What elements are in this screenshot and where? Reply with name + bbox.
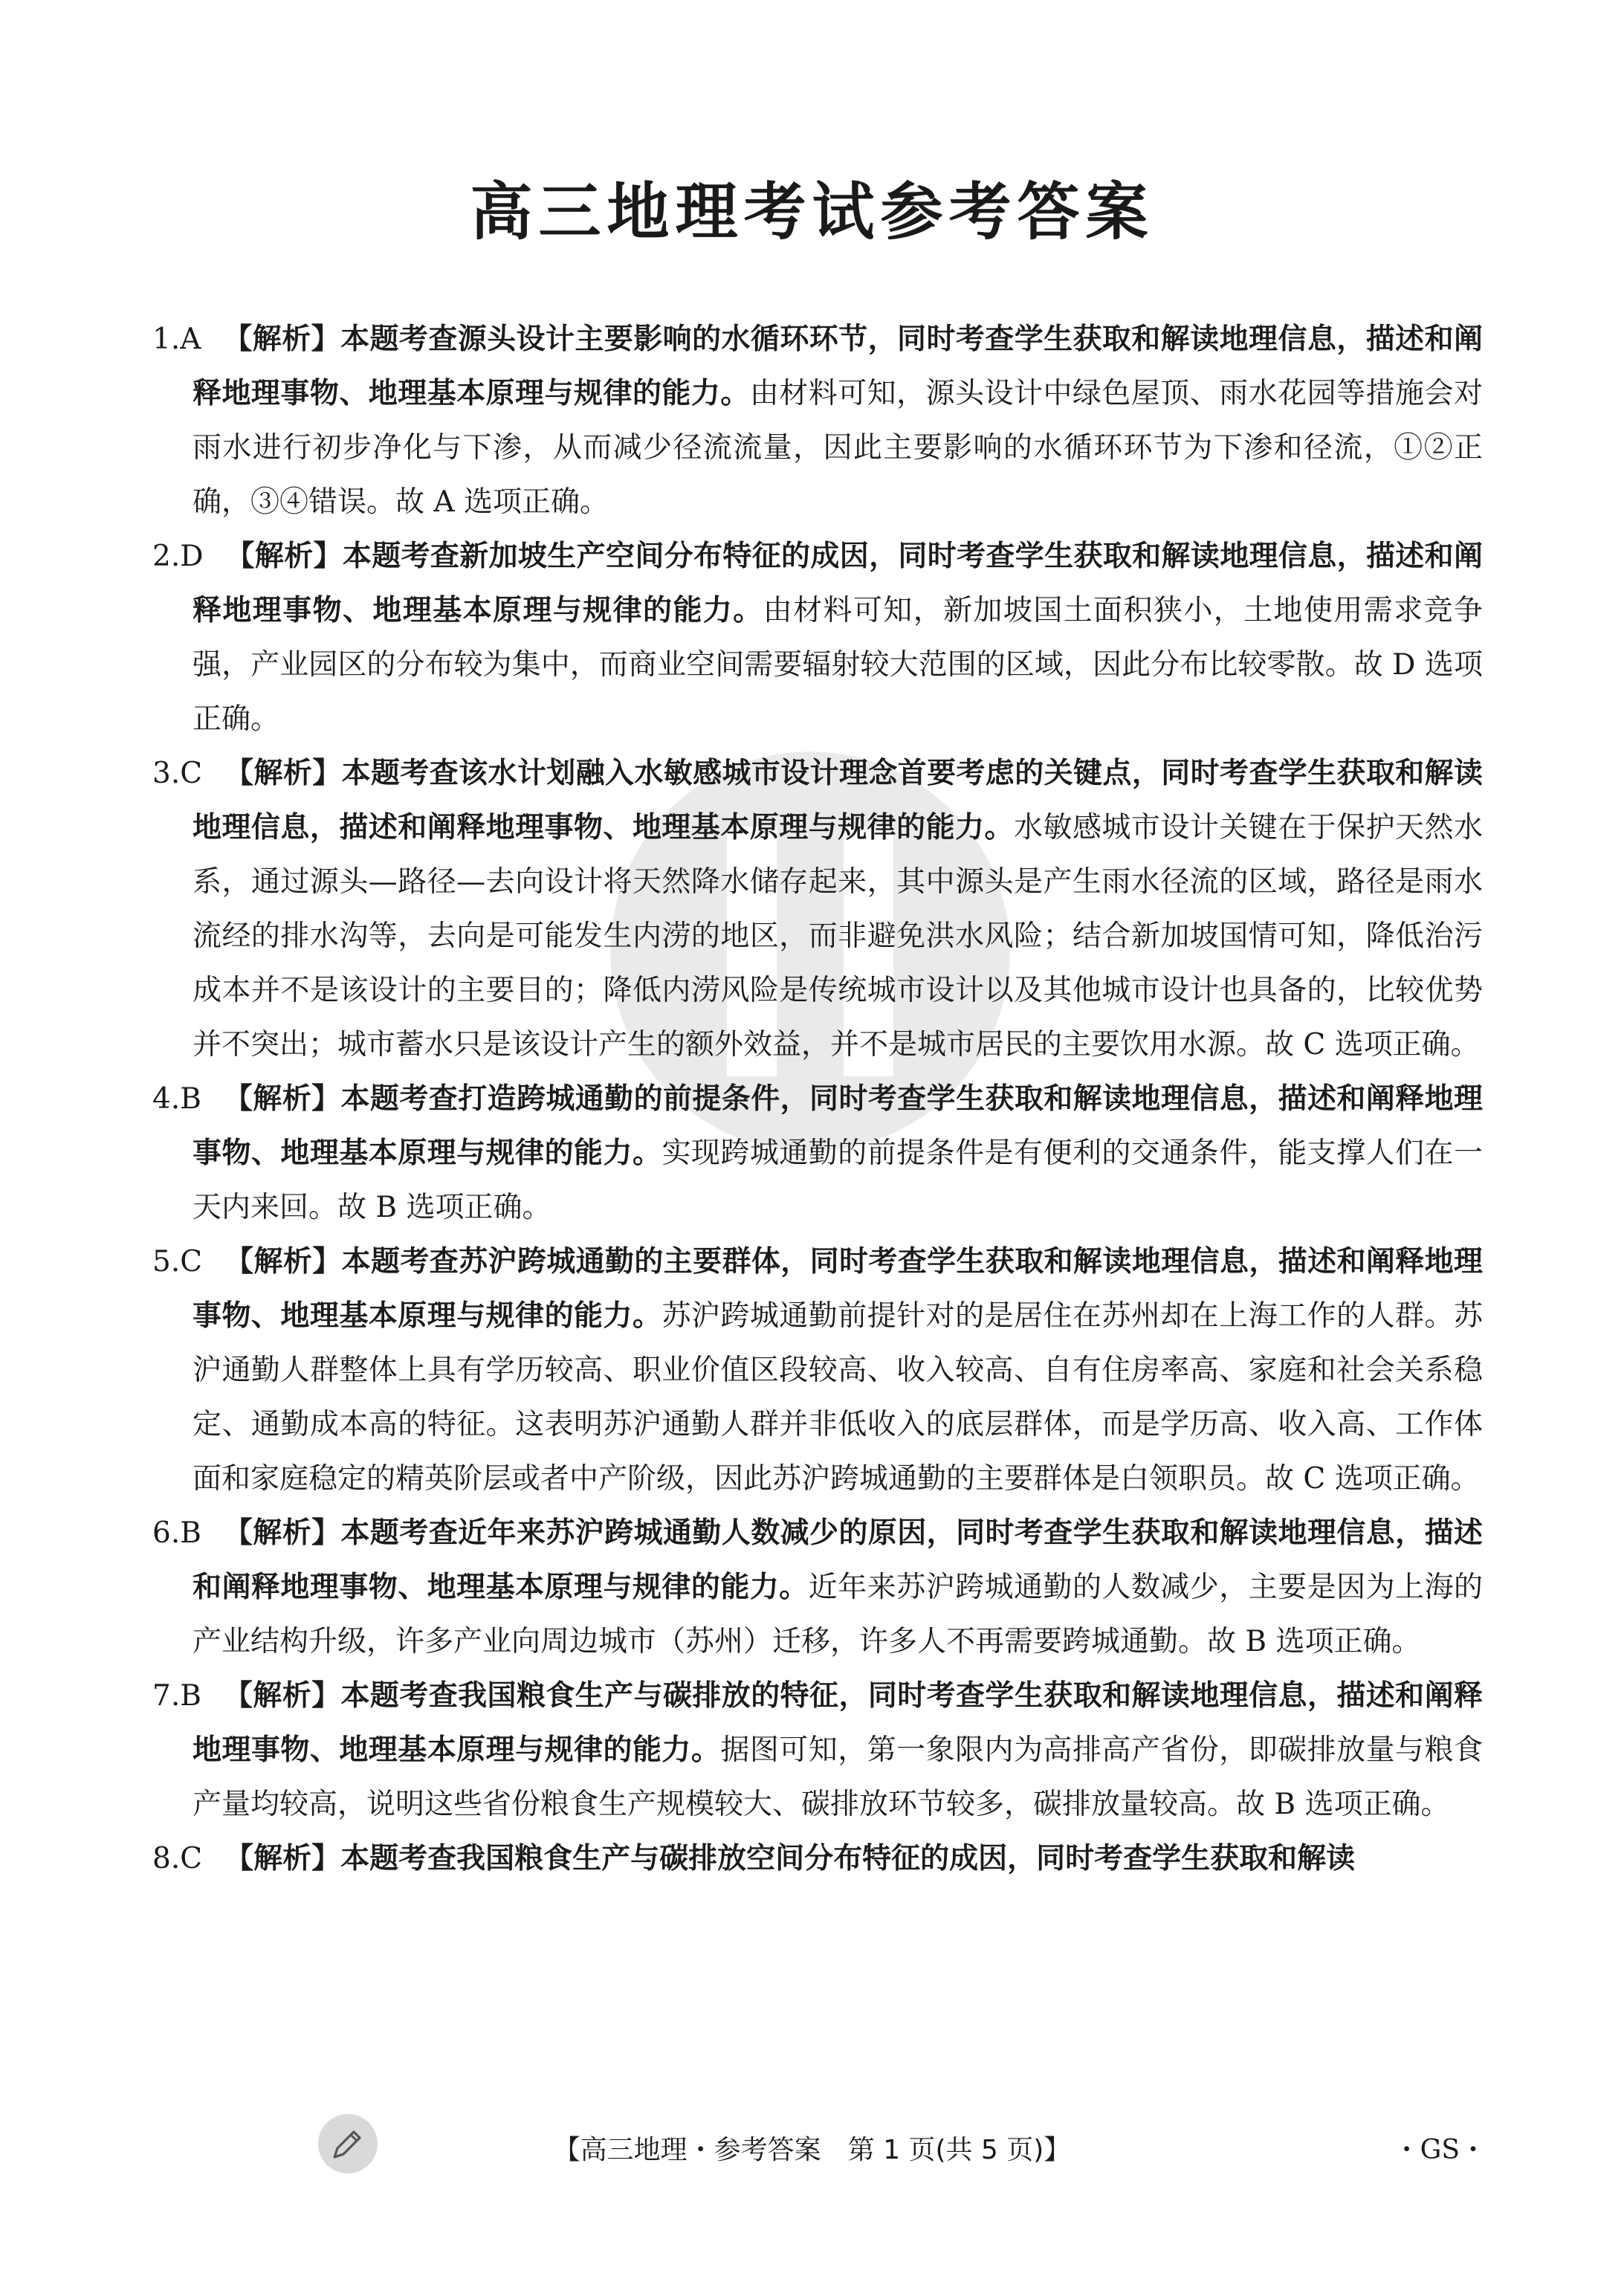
- answer-item-5: [152, 1235, 1483, 1506]
- answer-item-1: [152, 312, 1483, 529]
- item-analysis-body: 实现跨城通勤的前提条件是有便利的交通条件，能支撑人们在一天内来回。故 B 选项正确。: [193, 1137, 1483, 1224]
- item-analysis-lead: 【解析】本题考查该水计划融入水敏感城市设计理念首要考虑的关键点，同时考查学生获取和解读地理信息，描述和阐释地理事物、地理基本原理与规律的能力。: [193, 757, 1483, 844]
- item-number: 5.C: [152, 1245, 203, 1279]
- item-analysis-body: 由材料可知，源头设计中绿色屋顶、雨水花园等措施会对雨水进行初步净化与下渗，从而减少径流流量，因此主要影响的水循环环节为下渗和径流，①②正确，③④错误。故 A 选项正确。: [193, 377, 1483, 519]
- item-analysis-body: 由材料可知，新加坡国土面积狭小，土地使用需求竞争强，产业园区的分布较为集中，而商业空间需要辐射较大范围的区域，因此分布比较零散。故 D 选项正确。: [193, 594, 1483, 736]
- item-number: 4.B: [152, 1082, 201, 1116]
- item-analysis-lead: 【解析】本题考查我国粮食生产与碳排放空间分布特征的成因，同时考查学生获取和解读: [224, 1842, 1356, 1875]
- answer-item-7: [152, 1669, 1483, 1832]
- item-number: 6.B: [152, 1516, 201, 1550]
- footer-code: ・GS・: [1393, 2135, 1486, 2165]
- item-analysis-lead: 【解析】本题考查近年来苏沪跨城通勤人数减少的原因，同时考查学生获取和解读地理信息，描述和阐释地理事物、地理基本原理与规律的能力。: [193, 1516, 1483, 1604]
- footer-page-info: 【高三地理・参考答案 第 1 页(共 5 页)】: [553, 2135, 1071, 2165]
- item-analysis-body: 水敏感城市设计关键在于保护天然水系，通过源头—路径—去向设计将天然降水储存起来，其中源头是产生雨水径流的区域，路径是雨水流经的排水沟等，去向是可能发生内涝的地区，而非避免洪水风险；结合新加坡国情可知，降低治污成本并不是该设计的主要目的；降低内涝风险是传统城市设计以及其他城市设计也具备的，比较优势并不突出；城市蓄水只是该设计产生的额外效益，并不是城市居民的主要饮用水源。故 C 选项正确。: [193, 811, 1483, 1061]
- item-number: 7.B: [152, 1679, 201, 1713]
- page-title: 高三地理考试参考答案: [470, 175, 1154, 248]
- item-analysis-body: 据图可知，第一象限内为高排高产省份，即碳排放量与粮食产量均较高，说明这些省份粮食生产规模较大、碳排放环节较多，碳排放量较高。故 B 选项正确。: [193, 1733, 1483, 1821]
- item-analysis-lead: 【解析】本题考查源头设计主要影响的水循环环节，同时考查学生获取和解读地理信息，描述和阐释地理事物、地理基本原理与规律的能力。: [193, 323, 1483, 410]
- item-number: 1.A: [152, 323, 201, 356]
- item-analysis-lead: 【解析】本题考查新加坡生产空间分布特征的成因，同时考查学生获取和解读地理信息，描述和阐释地理事物、地理基本原理与规律的能力。: [193, 540, 1483, 627]
- item-analysis-lead: 【解析】本题考查我国粮食生产与碳排放的特征，同时考查学生获取和解读地理信息，描述和阐释地理事物、地理基本原理与规律的能力。: [193, 1679, 1483, 1767]
- item-analysis-lead: 【解析】本题考查打造跨城通勤的前提条件，同时考查学生获取和解读地理信息，描述和阐释地理事物、地理基本原理与规律的能力。: [193, 1082, 1483, 1170]
- answer-list: [152, 312, 1483, 1886]
- answer-item-4: [152, 1072, 1483, 1235]
- answer-item-3: [152, 746, 1483, 1072]
- item-number: 2.D: [152, 540, 204, 573]
- item-analysis-body: 苏沪跨城通勤前提针对的是居住在苏州却在上海工作的人群。苏沪通勤人群整体上具有学历较高、职业价值区段较高、收入较高、自有住房率高、家庭和社会关系稳定、通勤成本高的特征。这表明苏沪通勤人群并非低收入的底层群体，而是学历高、收入高、工作体面和家庭稳定的精英阶层或者中产阶级，因此苏沪跨城通勤的主要群体是白领职员。故 C 选项正确。: [193, 1299, 1483, 1496]
- page-footer: [0, 2124, 1624, 2169]
- item-number: 3.C: [152, 757, 203, 790]
- item-analysis-lead: 【解析】本题考查苏沪跨城通勤的主要群体，同时考查学生获取和解读地理信息，描述和阐释地理事物、地理基本原理与规律的能力。: [193, 1245, 1483, 1333]
- answer-item-2: [152, 529, 1483, 746]
- answer-item-8: [152, 1832, 1483, 1886]
- answer-item-6: [152, 1506, 1483, 1669]
- item-number: 8.C: [152, 1842, 203, 1875]
- item-analysis-body: 近年来苏沪跨城通勤的人数减少，主要是因为上海的产业结构升级，许多产业向周边城市（苏州）迁移，许多人不再需要跨城通勤。故 B 选项正确。: [193, 1571, 1483, 1658]
